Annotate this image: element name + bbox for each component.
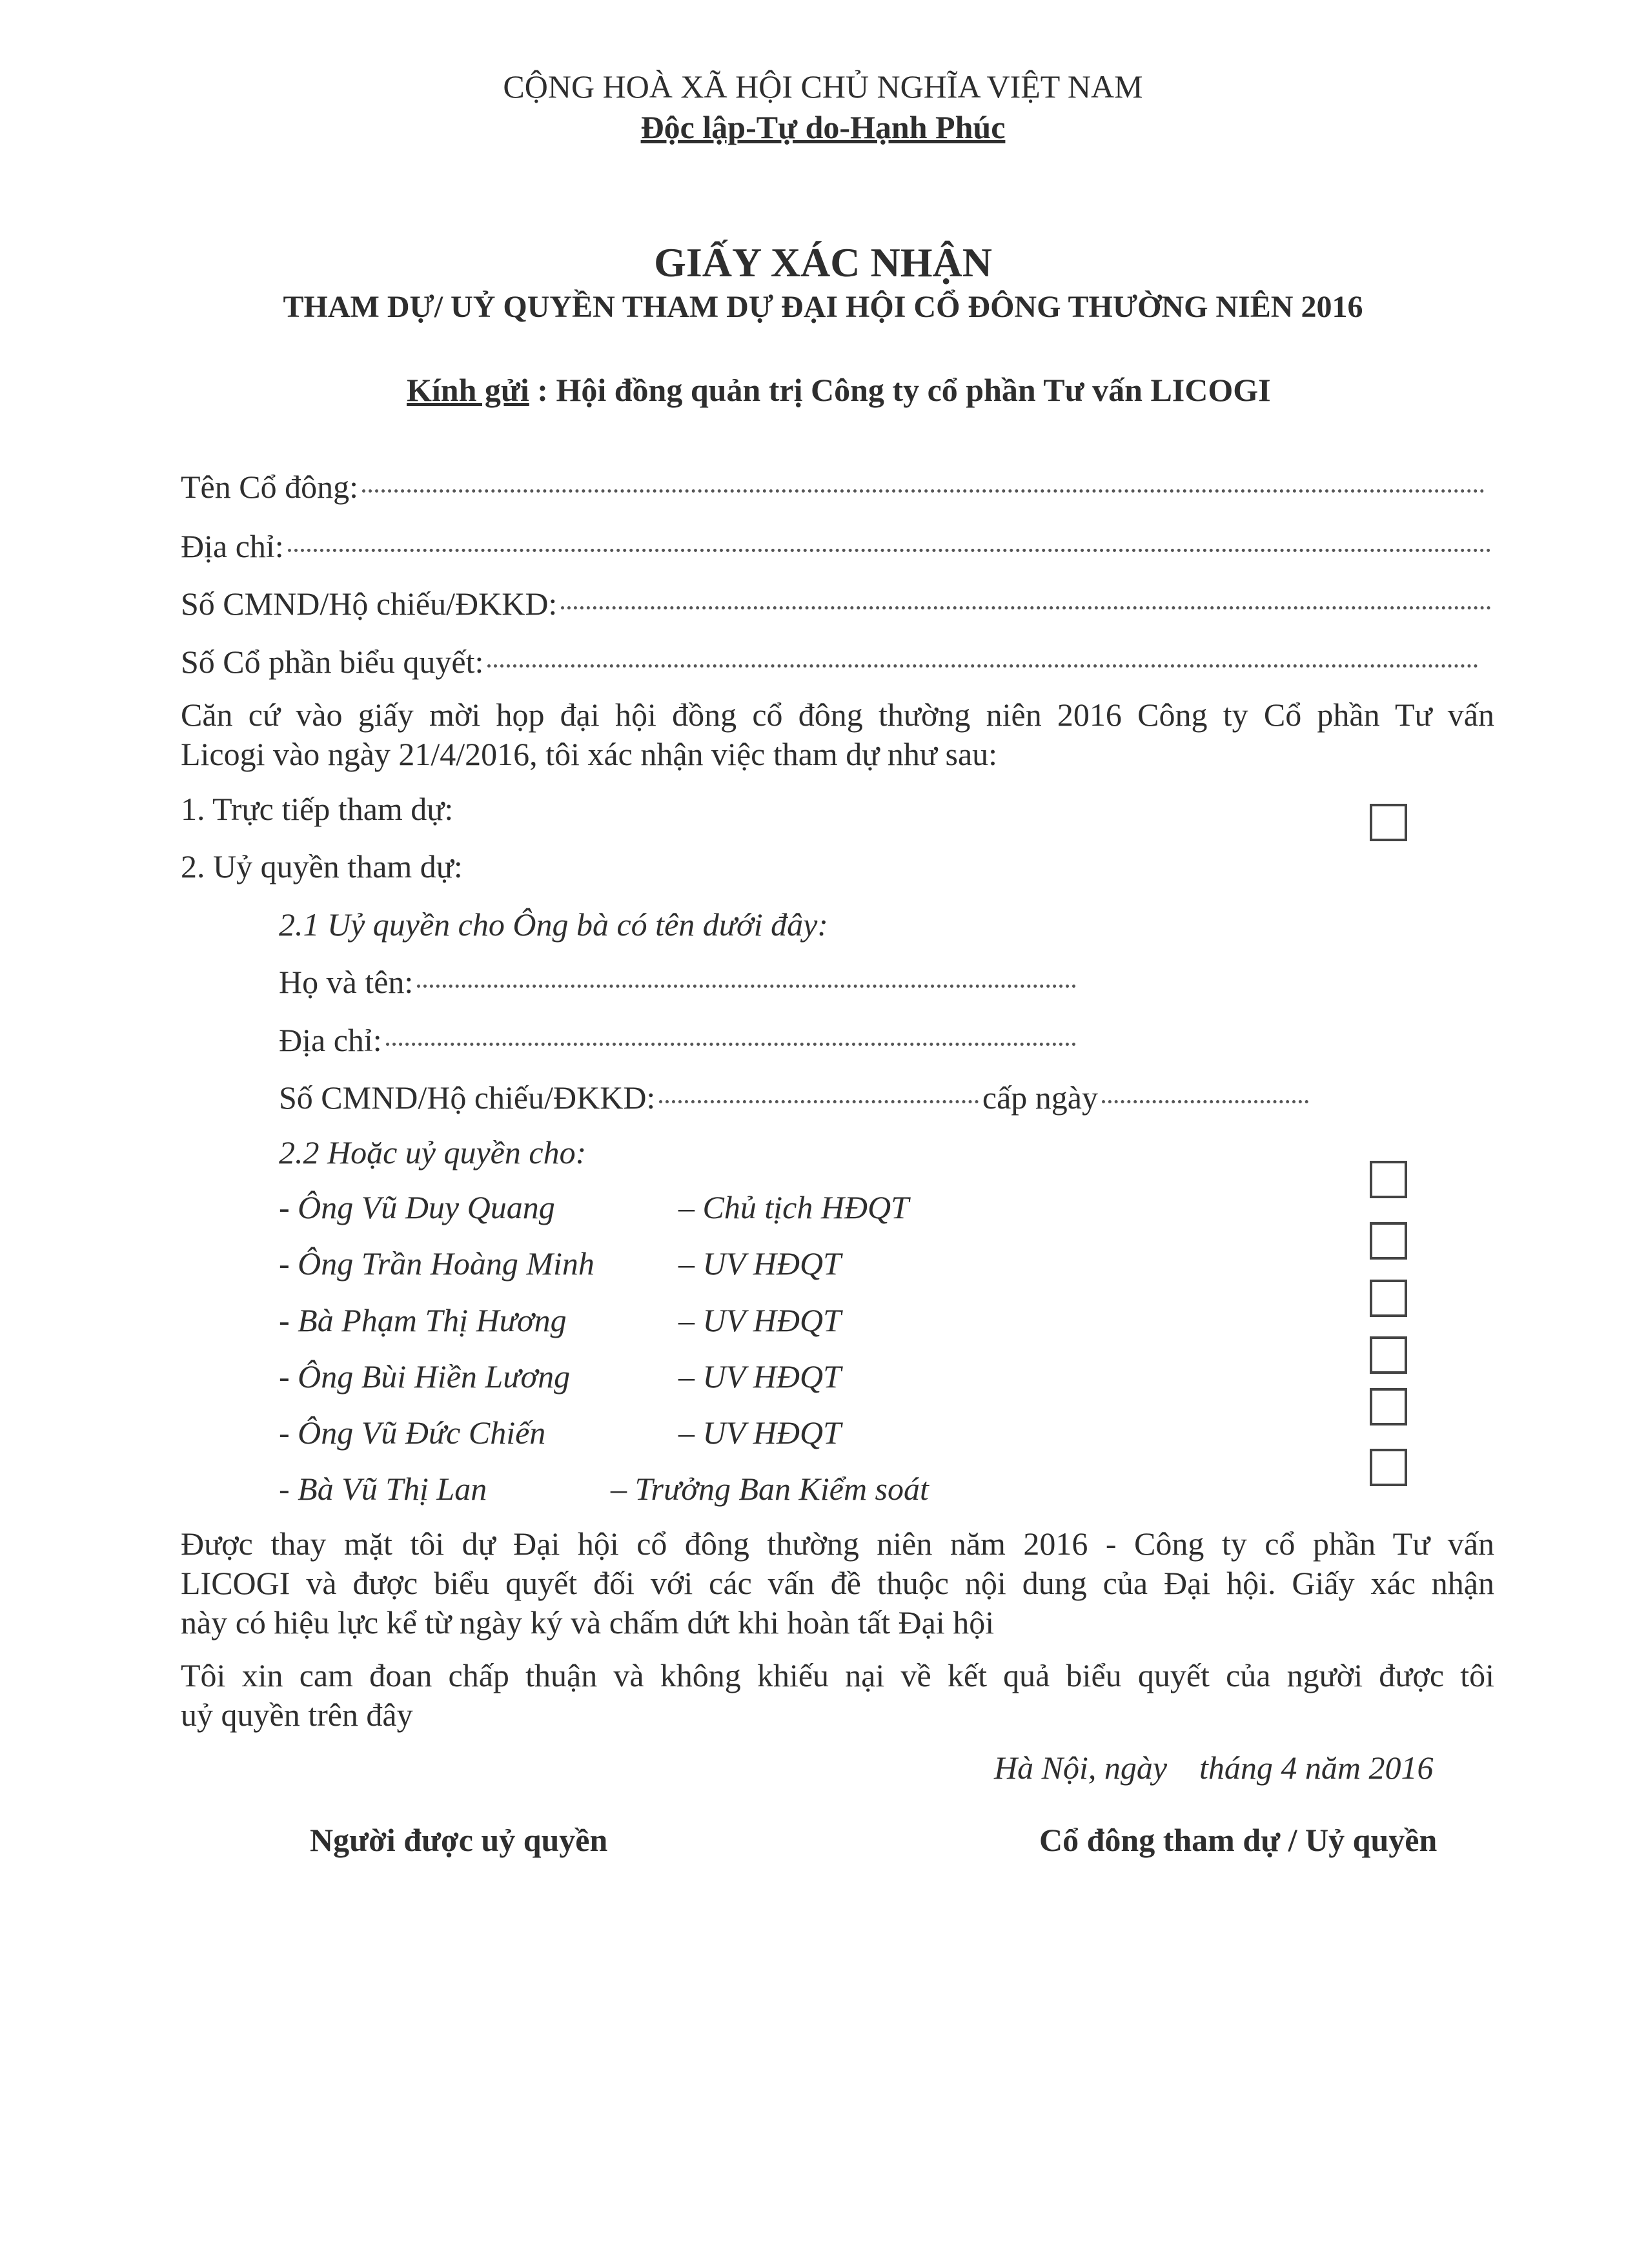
board-member-role: – UV HĐQT (678, 1302, 841, 1338)
paragraph-line: Tôi xin cam đoan chấp thuận và không khiếu nại về kết quả biểu quyết của người được tôi (181, 1657, 1494, 1693)
address-field[interactable] (181, 527, 1491, 566)
document-subtitle: THAM DỰ/ UỶ QUYỀN THAM DỰ ĐẠI HỘI CỔ ĐÔNG THƯỜNG NIÊN 2016 (283, 290, 1363, 324)
board-member-checkbox[interactable] (1370, 1222, 1407, 1260)
id-number-label: Số CMND/Hộ chiếu/ĐKKD: (181, 586, 558, 622)
proxy-board-heading: 2.2 Hoặc uỷ quyền cho: (279, 1134, 587, 1170)
dotted-line (288, 549, 1491, 552)
board-member-checkbox[interactable] (1370, 1161, 1407, 1198)
voting-shares-field[interactable] (181, 642, 1478, 681)
board-member-name: - Ông Vũ Duy Quang (279, 1189, 555, 1225)
paragraph-line: này có hiệu lực kể từ ngày ký và chấm dứt khi hoàn tất Đại hội (181, 1604, 995, 1640)
paragraph-line: LICOGI và được biểu quyết đối với các vấn đề thuộc nội dung của Đại hội. Giấy xác nhận (181, 1565, 1494, 1601)
intro-paragraph (181, 695, 1494, 774)
date-line: Hà Nội, ngày tháng 4 năm 2016 (994, 1750, 1434, 1786)
board-member-role: – Trưởng Ban Kiểm soát (611, 1471, 929, 1507)
dotted-line (386, 1043, 1076, 1046)
recipient-text: : Hội đồng quản trị Công ty cổ phần Tư vấn LICOGI (529, 372, 1271, 408)
dotted-line (659, 1100, 979, 1103)
proxy-id-field[interactable] (279, 1078, 1308, 1117)
id-number-field[interactable] (181, 584, 1491, 623)
direct-attend-checkbox[interactable] (1370, 804, 1407, 841)
board-member-name: - Ông Vũ Đức Chiến (279, 1415, 546, 1451)
authorization-paragraph (181, 1524, 1494, 1642)
shareholder-name-field[interactable] (181, 467, 1485, 506)
dotted-line (561, 606, 1491, 609)
dotted-line (362, 489, 1485, 493)
board-member-name: - Bà Vũ Thị Lan (279, 1471, 487, 1507)
signature-shareholder-label: Cổ đông tham dự / Uỷ quyền (1039, 1822, 1438, 1858)
proxy-name-field[interactable] (279, 963, 1076, 1001)
recipient-label: Kính gửi (407, 372, 529, 408)
paragraph-line: Được thay mặt tôi dự Đại hội cổ đông thường niên năm 2016 - Công ty cổ phần Tư vấn (181, 1526, 1494, 1562)
address-label: Địa chỉ: (181, 528, 284, 564)
proxy-attend-label: 2. Uỷ quyền tham dự: (181, 848, 463, 884)
commitment-paragraph (181, 1656, 1494, 1735)
proxy-named-heading: 2.1 Uỷ quyền cho Ông bà có tên dưới đây: (279, 906, 828, 943)
board-member-role: – UV HĐQT (678, 1358, 841, 1395)
proxy-address-field[interactable] (279, 1021, 1076, 1059)
dotted-line (417, 985, 1076, 988)
board-member-name: - Bà Phạm Thị Hương (279, 1302, 567, 1338)
board-member-checkbox[interactable] (1370, 1449, 1407, 1486)
board-member-name: - Ông Trần Hoàng Minh (279, 1245, 594, 1282)
board-member-checkbox[interactable] (1370, 1388, 1407, 1425)
paragraph-line: uỷ quyền trên đây (181, 1697, 413, 1733)
board-member-checkbox[interactable] (1370, 1280, 1407, 1317)
board-member-role: – UV HĐQT (678, 1415, 841, 1451)
proxy-name-label: Họ và tên: (279, 964, 414, 1000)
intro-line: Licogi vào ngày 21/4/2016, tôi xác nhận việc tham dự như sau: (181, 736, 998, 772)
shareholder-name-label: Tên Cổ đông: (181, 469, 358, 505)
dotted-line (487, 664, 1478, 668)
voting-shares-label: Số Cổ phần biểu quyết: (181, 644, 484, 680)
board-member-role: – Chủ tịch HĐQT (678, 1189, 909, 1225)
document-title: GIẤY XÁC NHẬN (654, 240, 992, 285)
proxy-id-label: Số CMND/Hộ chiếu/ĐKKD: (279, 1079, 656, 1116)
board-member-role: – UV HĐQT (678, 1245, 841, 1282)
recipient-line (407, 371, 1271, 409)
nation-header: CỘNG HOÀ XÃ HỘI CHỦ NGHĨA VIỆT NAM (503, 68, 1143, 105)
proxy-address-label: Địa chỉ: (279, 1022, 382, 1058)
signature-proxy-label: Người được uỷ quyền (310, 1822, 608, 1858)
motto: Độc lập-Tự do-Hạnh Phúc (640, 109, 1006, 145)
direct-attend-label: 1. Trực tiếp tham dự: (181, 791, 454, 827)
intro-line: Căn cứ vào giấy mời họp đại hội đồng cổ đông thường niên 2016 Công ty Cổ phần Tư vấn (181, 697, 1494, 733)
proxy-issue-date-label: cấp ngày (982, 1079, 1098, 1116)
board-member-name: - Ông Bùi Hiền Lương (279, 1358, 571, 1395)
board-member-checkbox[interactable] (1370, 1336, 1407, 1374)
dotted-line (1102, 1100, 1308, 1103)
